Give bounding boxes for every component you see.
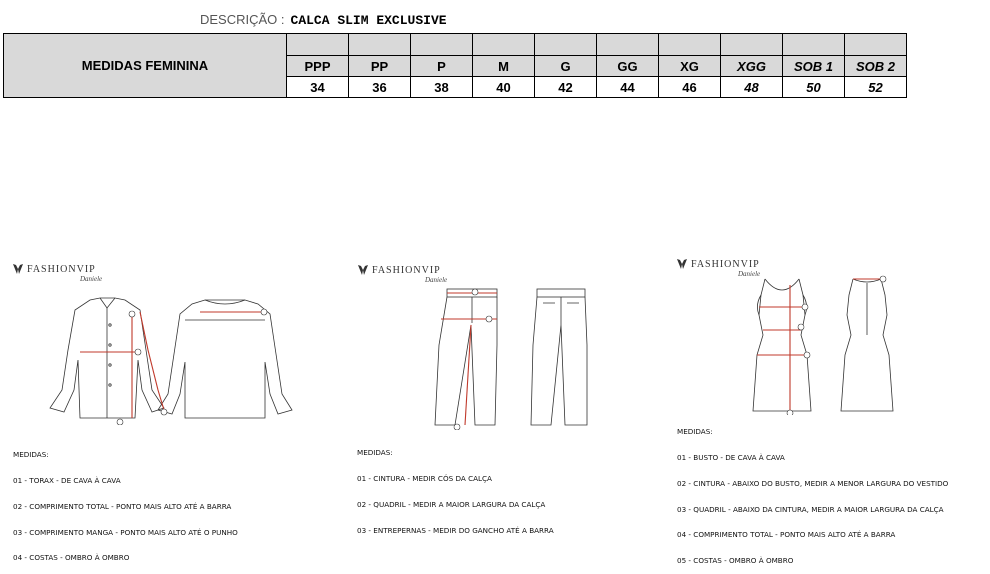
size-header: XG: [659, 55, 721, 77]
blank-cell: [721, 34, 783, 56]
notes-item: 04 - COMPRIMENTO TOTAL - PONTO MAIS ALTO ATÉ A BARRA: [677, 530, 896, 540]
notes-item: 01 - TORAX - DE CAVA À CAVA: [13, 475, 121, 485]
brand-mark-icon: [12, 263, 24, 275]
brand-signature: Daniele: [425, 276, 448, 284]
description-label: DESCRIÇÃO :: [200, 12, 285, 27]
size-number: 36: [349, 77, 411, 98]
blank-cell: [473, 34, 535, 56]
size-header: P: [411, 55, 473, 77]
size-number: 50: [783, 77, 845, 98]
notes-item: 02 - COMPRIMENTO TOTAL - PONTO MAIS ALTO ATÉ A BARRA: [13, 501, 232, 511]
brand-name: FASHIONVIP: [27, 263, 96, 275]
blank-cell: [535, 34, 597, 56]
blank-cell: [845, 34, 907, 56]
blank-cell: [287, 34, 349, 56]
notes-title: MEDIDAS:: [357, 448, 393, 458]
size-number: 46: [659, 77, 721, 98]
size-header: M: [473, 55, 535, 77]
shirt-sketch: [40, 290, 310, 425]
notes-item: 05 - COSTAS - OMBRO À OMBRO: [677, 556, 794, 566]
brand-logo-pants: [357, 264, 441, 276]
pants-measurements: [357, 432, 554, 544]
brand-name: FASHIONVIP: [372, 264, 441, 276]
blank-cell: [659, 34, 721, 56]
brand-mark-icon: [357, 264, 369, 276]
size-table: [3, 33, 907, 98]
notes-item: 01 - BUSTO - DE CAVA À CAVA: [677, 452, 785, 462]
size-header: SOB 2: [845, 55, 907, 77]
size-header: SOB 1: [783, 55, 845, 77]
notes-item: 03 - COMPRIMENTO MANGA - PONTO MAIS ALTO ATÉ O PUNHO: [13, 527, 238, 537]
size-header: PPP: [287, 55, 349, 77]
notes-item: 04 - COSTAS - OMBRO À OMBRO: [13, 553, 130, 563]
brand-logo-dress: [676, 258, 760, 270]
shirt-measurements: [13, 434, 238, 572]
brand-signature: Daniele: [80, 275, 103, 283]
size-number: 52: [845, 77, 907, 98]
brand-signature: Daniele: [738, 270, 761, 278]
notes-item: 03 - ENTREPERNAS - MEDIR DO GANCHO ATÉ A BARRA: [357, 525, 554, 535]
size-header: GG: [597, 55, 659, 77]
blank-cell: [783, 34, 845, 56]
size-number: 48: [721, 77, 783, 98]
product-name: CALCA SLIM EXCLUSIVE: [290, 13, 447, 28]
notes-title: MEDIDAS:: [13, 450, 49, 460]
blank-cell: [349, 34, 411, 56]
size-number: 40: [473, 77, 535, 98]
notes-item: 02 - QUADRIL - MEDIR A MAIOR LARGURA DA CALÇA: [357, 499, 546, 509]
notes-title: MEDIDAS:: [677, 427, 713, 437]
brand-mark-icon: [676, 258, 688, 270]
dress-measurements: [677, 411, 948, 574]
blank-cell: [597, 34, 659, 56]
notes-item: 02 - CINTURA - ABAIXO DO BUSTO, MEDIR A MENOR LARGURA DO VESTIDO: [677, 478, 949, 488]
dress-sketch: [745, 275, 905, 415]
brand-name: FASHIONVIP: [691, 258, 760, 270]
size-header: XGG: [721, 55, 783, 77]
description-row: [200, 12, 447, 32]
notes-item: 03 - QUADRIL - ABAIXO DA CINTURA, MEDIR A MAIOR LARGURA DA CALÇA: [677, 504, 944, 514]
size-number: 38: [411, 77, 473, 98]
size-number: 44: [597, 77, 659, 98]
notes-item: 01 - CINTURA - MEDIR CÓS DA CALÇA: [357, 473, 492, 483]
size-header: G: [535, 55, 597, 77]
size-number: 42: [535, 77, 597, 98]
size-number: 34: [287, 77, 349, 98]
size-header: PP: [349, 55, 411, 77]
brand-logo-shirt: [12, 263, 96, 275]
blank-cell: [411, 34, 473, 56]
row-label: MEDIDAS FEMININA: [4, 34, 287, 98]
pants-sketch: [425, 285, 595, 430]
